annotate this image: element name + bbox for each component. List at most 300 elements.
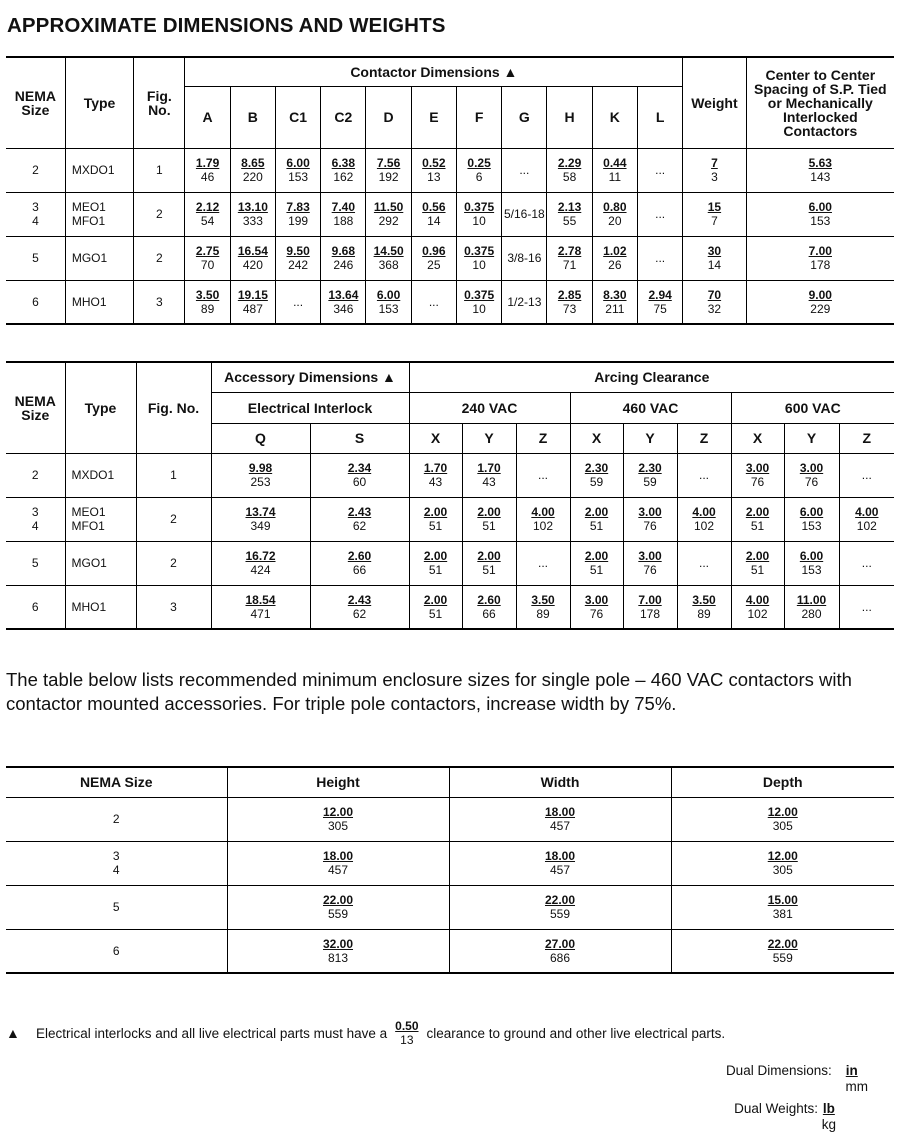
header-type: Type [65, 362, 136, 453]
value-mm: 487 [242, 301, 263, 316]
header-col-y: Y [623, 423, 677, 453]
value-in: 2.75 [195, 244, 220, 258]
cell-weight [683, 148, 746, 192]
value-in: 2.00 [584, 549, 609, 563]
value-in: 3.50 [531, 592, 555, 607]
value-in: 18.00 [322, 849, 354, 863]
cell-x [409, 585, 462, 629]
dual-value [545, 805, 575, 833]
cell-dim-a [185, 148, 230, 192]
value-mm: 55 [562, 214, 577, 228]
value-mm: 292 [378, 214, 399, 228]
dual-value [800, 505, 823, 533]
page-title: APPROXIMATE DIMENSIONS AND WEIGHTS [7, 14, 446, 37]
value-in: 0.375 [464, 200, 495, 214]
header-col-c2: C2 [321, 86, 366, 148]
dual-value [809, 156, 832, 184]
cell-y [784, 497, 839, 541]
cell-fig-no: 2 [136, 541, 211, 585]
dual-dimensions-label: Dual Dimensions: [725, 1063, 832, 1078]
header-arcing-clearance: Arcing Clearance [409, 362, 894, 392]
dual-value [746, 461, 769, 489]
type-text: MFO1 [71, 214, 106, 228]
table-row [6, 885, 894, 929]
value-in: 7.00 [808, 244, 832, 258]
cell-dim-k [592, 280, 637, 324]
value-in: 13.74 [245, 505, 276, 519]
value-mm: 686 [549, 950, 571, 965]
header-fig-no: Fig. No. [136, 362, 211, 453]
dual-weights-units [822, 1101, 836, 1133]
header-nema-size: NEMA Size [6, 767, 227, 797]
value-in: 2.60 [347, 549, 372, 563]
value-in: 2.85 [557, 287, 582, 302]
value-in: 2.00 [423, 592, 448, 607]
type-text: MEO1 [71, 505, 106, 519]
nema-size-text-lines [113, 849, 120, 877]
dual-value [746, 593, 769, 621]
table-row [6, 236, 894, 280]
value-in: 1.70 [423, 461, 448, 475]
value-mm: 51 [482, 563, 496, 577]
nema-size-text-lines [32, 556, 39, 570]
dual-value [531, 505, 554, 533]
dual-value [196, 200, 219, 228]
header-nema-size: NEMA Size [6, 57, 65, 148]
value-mm: 7 [711, 214, 718, 228]
value-in: 3.50 [195, 287, 220, 302]
value-mm: 76 [589, 606, 604, 621]
value-in: 7.00 [638, 592, 662, 607]
value-mm: 253 [250, 475, 271, 489]
value-mm: 51 [750, 519, 765, 533]
cell-fig-no: 2 [134, 236, 185, 280]
value-mm: 76 [643, 519, 657, 533]
cell-fig-no: 3 [136, 585, 211, 629]
cell-x [570, 541, 623, 585]
cell-y [623, 453, 677, 497]
value-mm: 89 [200, 301, 215, 316]
value-mm: 346 [333, 301, 354, 316]
nema-size-text: 6 [112, 943, 120, 958]
dual-value [196, 244, 219, 272]
dual-value [377, 288, 400, 316]
value-in: 27.00 [544, 936, 576, 951]
value-mm: 89 [697, 606, 711, 621]
cell-dim-d [366, 236, 411, 280]
dual-value [746, 505, 769, 533]
value-mm: 76 [750, 475, 765, 489]
dual-value [328, 288, 358, 316]
cell-dim-h [547, 280, 592, 324]
value-mm: 333 [242, 214, 263, 228]
dual-value [603, 200, 626, 228]
value-in: 30 [707, 244, 722, 258]
cell-text: 5/16-18 [504, 207, 545, 221]
dual-value [196, 156, 219, 184]
cell-dim-k [592, 148, 637, 192]
cell-dim-g [502, 148, 547, 192]
value-mm: 381 [772, 907, 793, 921]
value-in: 2.30 [584, 461, 609, 475]
fraction-numerator: 0.50 [395, 1019, 419, 1033]
cell-z [516, 585, 570, 629]
cell-height [227, 929, 449, 973]
value-in: 3.00 [745, 461, 770, 475]
value-mm: 51 [589, 519, 604, 533]
value-in: 13.10 [237, 200, 268, 214]
value-in: 15.00 [767, 893, 798, 907]
value-in: 4.00 [692, 505, 716, 519]
value-mm: 178 [810, 258, 831, 272]
cell-dim-k [592, 192, 637, 236]
unit-kg: kg [821, 1117, 836, 1132]
value-mm: 424 [250, 563, 271, 577]
type-text: MEO1 [71, 200, 106, 214]
value-mm: 51 [428, 519, 443, 533]
value-in: 32.00 [322, 936, 354, 951]
value-mm: 51 [428, 563, 443, 577]
value-in: 6.00 [799, 505, 824, 519]
value-mm: 162 [333, 170, 354, 184]
nema-size-text: 4 [112, 863, 120, 877]
cell-y [462, 453, 516, 497]
nema-size-text-lines [113, 944, 120, 958]
cell-fig-no: 2 [136, 497, 211, 541]
cell-dim-l [637, 280, 682, 324]
value-mm: 188 [333, 214, 354, 228]
cell-type [65, 192, 133, 236]
value-in: 6.00 [286, 156, 310, 170]
cell-type [65, 497, 136, 541]
value-mm: 102 [693, 519, 715, 533]
type-text-lines [72, 556, 107, 570]
dual-value [332, 156, 355, 184]
dual-value [286, 156, 309, 184]
dual-value [603, 156, 626, 184]
dual-value [477, 593, 500, 621]
dual-value [603, 288, 626, 316]
value-in: 3.50 [692, 592, 716, 607]
value-mm: 153 [810, 214, 831, 228]
table-row [6, 192, 894, 236]
cell-dim-c2 [321, 192, 366, 236]
header-col-y: Y [784, 423, 839, 453]
cell-center-spacing [746, 236, 894, 280]
dual-value [323, 893, 353, 921]
cell-type [65, 453, 136, 497]
cell-nema-size [6, 585, 65, 629]
unit-lb: lb [822, 1101, 835, 1116]
value-in: 8.30 [603, 287, 627, 302]
dual-value [348, 593, 371, 621]
dual-value [424, 461, 447, 489]
nema-size-text: 5 [31, 556, 39, 570]
value-in: 2.43 [347, 505, 372, 519]
header-460-vac: 460 VAC [570, 392, 731, 423]
value-mm: 368 [378, 258, 399, 272]
enclosure-note-paragraph: The table below lists recommended minimum enclosure sizes for single pole – 460 VAC contactors with contactor mounted accessories. For triple pole contactors, increase width by 75%. [6, 669, 852, 714]
header-col-z: Z [677, 423, 731, 453]
value-in: 2.94 [648, 287, 672, 302]
type-text: MHO1 [71, 294, 107, 309]
cell-depth [671, 841, 894, 885]
cell-dim-d [366, 192, 411, 236]
value-mm: 349 [250, 519, 271, 533]
cell-q [211, 453, 310, 497]
dual-value [286, 200, 309, 228]
cell-q [211, 585, 310, 629]
cell-width [449, 841, 671, 885]
value-in: 12.00 [767, 805, 798, 819]
value-in: 0.56 [422, 200, 446, 214]
value-in: 2.13 [557, 200, 582, 214]
value-in: 3.00 [799, 461, 824, 475]
nema-size-text: 4 [31, 519, 39, 533]
footnote-text-before: Electrical interlocks and all live electrical parts must have a [36, 1025, 388, 1041]
cell-q [211, 541, 310, 585]
dual-value [800, 549, 823, 577]
dual-value [245, 593, 275, 621]
nema-size-text-lines [32, 251, 39, 265]
cell-fig-no: 3 [134, 280, 185, 324]
value-in: 0.96 [422, 244, 446, 258]
cell-text: ... [861, 599, 872, 614]
value-mm: 280 [801, 606, 822, 621]
cell-text: ... [861, 556, 872, 570]
nema-size-text: 5 [32, 251, 39, 265]
type-text-lines [72, 251, 107, 265]
value-mm: 60 [352, 475, 367, 489]
value-mm: 471 [250, 606, 271, 621]
header-col-x: X [570, 423, 623, 453]
cell-y [462, 541, 516, 585]
cell-nema-size [6, 192, 65, 236]
value-mm: 10 [472, 258, 486, 272]
dual-value [424, 505, 447, 533]
dual-value [245, 505, 275, 533]
dual-value [711, 156, 718, 184]
dual-weights-legend [734, 1101, 836, 1133]
cell-y [623, 497, 677, 541]
value-in: 4.00 [855, 505, 879, 519]
cell-dim-c1 [275, 192, 320, 236]
dual-value [286, 244, 309, 272]
cell-dim-e [411, 192, 456, 236]
nema-size-text: 4 [32, 214, 39, 228]
dual-value [348, 461, 371, 489]
dual-value [638, 461, 661, 489]
cell-z [677, 497, 731, 541]
cell-text: ... [699, 468, 710, 482]
cell-z [839, 585, 894, 629]
header-col-c1: C1 [275, 86, 320, 148]
cell-text: ... [538, 468, 549, 482]
cell-s [310, 541, 409, 585]
cell-nema-size [6, 148, 65, 192]
value-mm: 43 [482, 475, 496, 489]
dual-value [638, 593, 661, 621]
value-in: 2.00 [423, 549, 448, 563]
cell-dim-b [230, 236, 275, 280]
header-col-d: D [366, 86, 411, 148]
cell-z [677, 453, 731, 497]
value-mm: 14 [427, 214, 441, 228]
value-in: 2.29 [557, 156, 582, 170]
value-mm: 178 [639, 606, 661, 621]
cell-width [449, 929, 671, 973]
footnote [6, 1019, 894, 1047]
cell-text: ... [655, 163, 666, 177]
table-row [6, 541, 894, 585]
cell-type [65, 541, 136, 585]
header-col-y: Y [462, 423, 516, 453]
value-mm: 102 [747, 606, 768, 621]
value-in: 0.25 [467, 156, 491, 170]
cell-z [516, 453, 570, 497]
value-mm: 20 [608, 214, 622, 228]
dual-value [477, 549, 500, 577]
value-in: 6.00 [799, 549, 824, 563]
dual-value [424, 593, 447, 621]
value-in: 3.00 [584, 592, 609, 607]
cell-y [462, 585, 516, 629]
header-nema-size: NEMA Size [6, 362, 65, 453]
nema-size-text: 3 [112, 849, 120, 863]
nema-size-text-lines [113, 900, 120, 914]
header-col-e: E [411, 86, 456, 148]
dual-value [424, 549, 447, 577]
dual-value [558, 156, 581, 184]
value-in: 2.34 [347, 461, 372, 475]
cell-text: 1/2-13 [507, 294, 542, 309]
value-mm: 153 [288, 170, 309, 184]
cell-fig-no: 1 [136, 453, 211, 497]
header-col-z: Z [516, 423, 570, 453]
cell-type [65, 148, 133, 192]
type-text-lines [72, 505, 106, 533]
dual-value [323, 849, 353, 877]
nema-size-text: 3 [31, 505, 39, 519]
nema-size-text: 2 [112, 812, 120, 826]
header-col-q: Q [211, 423, 310, 453]
value-in: 7.83 [286, 200, 310, 214]
dual-value [249, 461, 272, 489]
cell-nema-size [6, 797, 227, 841]
value-mm: 192 [378, 170, 399, 184]
value-in: 7 [711, 156, 718, 170]
dual-value [332, 244, 355, 272]
dual-value [332, 200, 355, 228]
cell-nema-size [6, 929, 227, 973]
enclosure-sizes-table [6, 766, 894, 974]
dual-value [585, 549, 608, 577]
header-weight: Weight [683, 57, 746, 148]
dual-value [374, 200, 403, 228]
table-row [6, 280, 894, 324]
cell-y [784, 541, 839, 585]
dual-value [585, 505, 608, 533]
dual-value [692, 505, 715, 533]
value-in: 1.02 [603, 244, 627, 258]
cell-nema-size [6, 841, 227, 885]
header-600-vac: 600 VAC [731, 392, 894, 423]
type-text: MGO1 [71, 251, 108, 265]
cell-q [211, 497, 310, 541]
dual-value [531, 593, 554, 621]
nema-size-text: 2 [31, 468, 39, 482]
cell-s [310, 585, 409, 629]
value-mm: 102 [532, 519, 554, 533]
cell-y [623, 585, 677, 629]
dual-value [545, 849, 575, 877]
cell-dim-g [502, 280, 547, 324]
nema-size-text-lines [113, 812, 120, 826]
cell-dim-e [411, 236, 456, 280]
cell-height [227, 797, 449, 841]
value-mm: 73 [562, 301, 577, 316]
dual-value [238, 244, 268, 272]
dual-value [708, 200, 721, 228]
header-col-f: F [456, 86, 501, 148]
cell-dim-h [547, 192, 592, 236]
value-in: 1.70 [477, 461, 501, 475]
cell-z [839, 453, 894, 497]
value-in: 22.00 [767, 936, 798, 951]
cell-z [516, 541, 570, 585]
cell-nema-size [6, 541, 65, 585]
value-in: 18.00 [544, 805, 576, 819]
cell-dim-f [456, 192, 501, 236]
cell-y [462, 497, 516, 541]
value-in: 11.00 [796, 592, 827, 607]
value-mm: 89 [536, 606, 550, 621]
header-accessory-dimensions: Accessory Dimensions ▲ [211, 362, 409, 392]
cell-dim-f [456, 236, 501, 280]
value-in: 2.00 [477, 505, 501, 519]
value-mm: 305 [772, 863, 793, 877]
header-col-x: X [731, 423, 784, 453]
value-mm: 10 [472, 301, 486, 316]
cell-weight [683, 236, 746, 280]
header-col-l: L [637, 86, 682, 148]
cell-dim-l [637, 148, 682, 192]
value-mm: 43 [428, 475, 443, 489]
value-in: 22.00 [322, 893, 354, 907]
value-mm: 14 [707, 258, 722, 272]
table-row [6, 841, 894, 885]
value-mm: 242 [288, 258, 309, 272]
value-mm: 51 [428, 606, 443, 621]
cell-x [409, 497, 462, 541]
value-in: 0.375 [464, 287, 495, 302]
value-in: 9.68 [331, 244, 356, 258]
cell-x [731, 453, 784, 497]
value-mm: 10 [472, 214, 486, 228]
dual-value [768, 937, 798, 965]
value-mm: 153 [801, 519, 822, 533]
value-in: 1.79 [195, 156, 220, 170]
cell-dim-b [230, 192, 275, 236]
dual-value [238, 200, 268, 228]
cell-nema-size [6, 885, 227, 929]
cell-dim-f [456, 280, 501, 324]
table-row [6, 497, 894, 541]
value-in: 5.63 [808, 156, 832, 170]
table-row [6, 453, 894, 497]
type-text-lines [72, 600, 107, 614]
cell-type [65, 236, 133, 280]
